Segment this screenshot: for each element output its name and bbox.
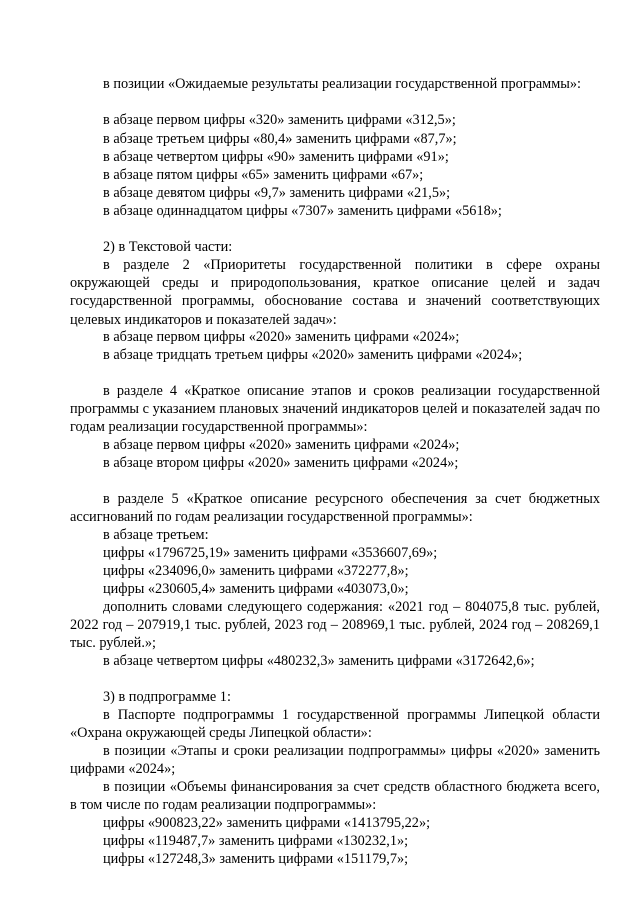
list-item: цифры «119487,7» заменить цифрами «130232,1»;: [103, 833, 409, 849]
list-item: в абзаце четвертом цифры «90» заменить цифрами «91»;: [103, 149, 449, 165]
list-item: в абзаце пятом цифры «65» заменить цифрами «67»;: [103, 167, 424, 183]
list-item: цифры «234096,0» заменить цифрами «372277,8»;: [103, 563, 409, 579]
list-item: цифры «900823,22» заменить цифрами «1413795,22»;: [103, 815, 431, 831]
paragraph-passport: в Паспорте подпрограммы 1 государственной программы Липецкой области «Охрана окружающей среды Липецкой области»:: [70, 707, 600, 742]
paragraph-volumes: в позиции «Объемы финансирования за счет средств областного бюджета всего, в том числе по годам реализации подпрограммы»:: [70, 779, 600, 814]
paragraph-section2-heading: в разделе 2 «Приоритеты государственной политики в сфере охраны окружающей среды и природопользования, краткое описание целей и задач государственной программы, обоснование состава и значений соответствующих целевых индикаторов и показателей задач»:: [70, 257, 600, 328]
paragraph-section4-heading: в разделе 4 «Краткое описание этапов и сроков реализации государственной программы с указанием плановых значений индикаторов целей и показателей задач по годам реализации государственной программы»:: [70, 383, 600, 436]
list-item: в абзаце втором цифры «2020» заменить цифрами «2024»;: [103, 455, 459, 471]
paragraph-subheading: в абзаце третьем:: [103, 527, 209, 543]
list-item: в абзаце девятом цифры «9,7» заменить цифрами «21,5»;: [103, 185, 451, 201]
paragraph-stages: в позиции «Этапы и сроки реализации подпрограммы» цифры «2020» заменить цифрами «2024»;: [70, 743, 600, 778]
list-item: в абзаце тридцать третьем цифры «2020» заменить цифрами «2024»;: [103, 347, 523, 363]
list-item: в абзаце третьем цифры «80,4» заменить цифрами «87,7»;: [103, 131, 457, 147]
list-item: цифры «230605,4» заменить цифрами «403073,0»;: [103, 581, 409, 597]
list-item: в абзаце одиннадцатом цифры «7307» заменить цифрами «5618»;: [103, 203, 502, 219]
list-item: в абзаце четвертом цифры «480232,3» заменить цифрами «3172642,6»;: [103, 653, 535, 669]
section-title: 3) в подпрограмме 1:: [103, 689, 231, 705]
list-item: цифры «1796725,19» заменить цифрами «3536607,69»;: [103, 545, 438, 561]
paragraph-section5-heading: в разделе 5 «Краткое описание ресурсного обеспечения за счет бюджетных ассигнований по годам реализации государственной программы»:: [70, 491, 600, 526]
list-item: цифры «127248,3» заменить цифрами «151179,7»;: [103, 851, 409, 867]
paragraph-expected-results: в позиции «Ожидаемые результаты реализации государственной программы»:: [103, 76, 582, 92]
list-item: в абзаце первом цифры «2020» заменить цифрами «2024»;: [103, 329, 460, 345]
section-title: 2) в Текстовой части:: [103, 239, 233, 255]
list-item: в абзаце первом цифры «320» заменить цифрами «312,5»;: [103, 112, 456, 128]
paragraph-addition: дополнить словами следующего содержания: «2021 год – 804075,8 тыс. рублей, 2022 год – 207919,1 тыс. рублей, 2023 год – 208969,1 тыс. рублей, 2024 год – 208269,1 тыс. рублей.»;: [70, 599, 600, 652]
list-item: в абзаце первом цифры «2020» заменить цифрами «2024»;: [103, 437, 460, 453]
